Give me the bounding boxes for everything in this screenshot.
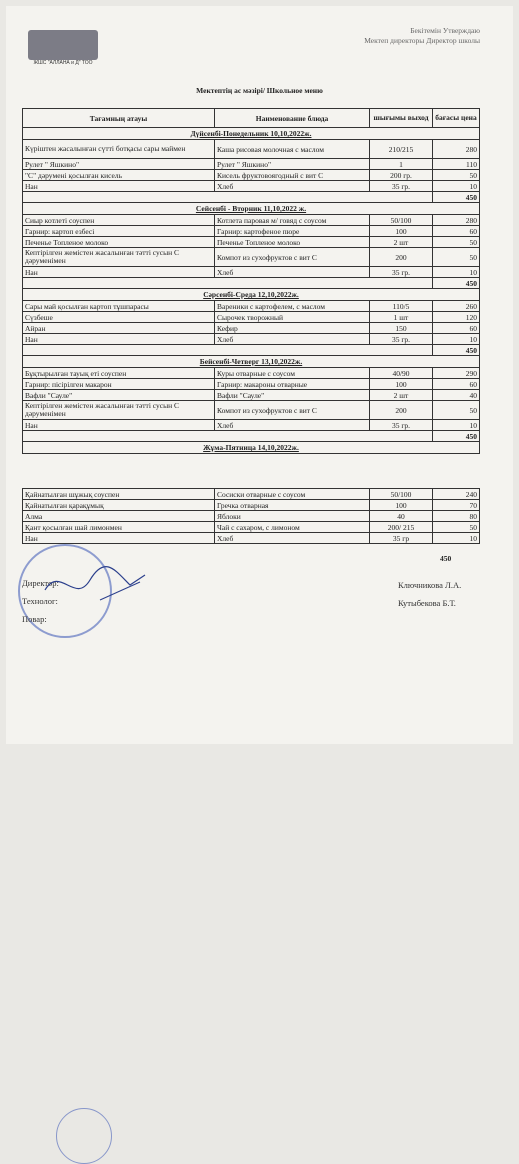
cook-label: Повар:: [22, 614, 47, 624]
table-row: [23, 248, 480, 267]
cell-output: 2 шт: [370, 237, 433, 248]
table-row: [23, 390, 480, 401]
cell-output: 35 гр.: [370, 181, 433, 192]
cell-kz: Сиыр котлеті соуспен: [23, 215, 215, 226]
cell-ru: Хлеб: [215, 334, 370, 345]
technologist-label: Технолог:: [22, 596, 58, 606]
cell-price: 60: [433, 323, 480, 334]
day-label: Сәрсенбі-Среда 12,10,2022ж.: [23, 289, 480, 301]
cell-price: 70: [433, 500, 480, 511]
table-row: [23, 181, 480, 192]
table-row: [23, 533, 480, 544]
cell-price: 50: [433, 170, 480, 181]
cell-price: 10: [433, 334, 480, 345]
day-total: 450: [433, 278, 480, 289]
total-row: [23, 345, 480, 356]
cell-ru: Кисель фруктовоягодный с вит С: [215, 170, 370, 181]
director-label: Директор:: [22, 578, 59, 588]
cell-kz: Кептірілген жемістен жасалынған тәтті сусын С дәруменімен: [23, 248, 215, 267]
cell-output: 200/ 215: [370, 522, 433, 533]
cell-output: 100: [370, 500, 433, 511]
cell-ru: Кефир: [215, 323, 370, 334]
cell-price: 50: [433, 248, 480, 267]
cell-ru: Куры отварные с соусом: [215, 368, 370, 379]
col-header-kz: Тағамның атауы: [23, 109, 215, 128]
table-row: [23, 420, 480, 431]
cell-ru: Каша рисовая молочная с маслом: [215, 140, 370, 159]
cell-kz: Сүзбеше: [23, 312, 215, 323]
cell-price: 240: [433, 489, 480, 500]
cell-ru: Чай с сахаром, с лимоном: [215, 522, 370, 533]
cell-kz: Гарнир: пісірілген макарон: [23, 379, 215, 390]
cell-price: 10: [433, 267, 480, 278]
menu-table-main: [22, 108, 480, 454]
cell-ru: Яблоки: [215, 511, 370, 522]
cell-output: 110/5: [370, 301, 433, 312]
cell-kz: Нан: [23, 334, 215, 345]
cell-kz: Нан: [23, 267, 215, 278]
cell-output: 210/215: [370, 140, 433, 159]
cell-output: 50/100: [370, 215, 433, 226]
day-label: Дүйсенбі-Понедельник 10,10,2022ж.: [23, 128, 480, 140]
company-logo: [28, 30, 98, 88]
cell-price: 60: [433, 379, 480, 390]
table-row: [23, 301, 480, 312]
col-header-output: шығымы выход: [370, 109, 433, 128]
stamp-inner-ring: [56, 1108, 112, 1164]
cell-price: 290: [433, 368, 480, 379]
cell-price: 60: [433, 226, 480, 237]
cell-price: 80: [433, 511, 480, 522]
cell-ru: Компот из сухофруктов с вит С: [215, 401, 370, 420]
table-row: [23, 511, 480, 522]
table-row: [23, 522, 480, 533]
day-label: Бейсенбі-Четверг 13,10,2022ж.: [23, 356, 480, 368]
cell-ru: Рулет " Яшкино": [215, 159, 370, 170]
cell-kz: Печенье Топленое молоко: [23, 237, 215, 248]
col-header-ru: Наименование блюда: [215, 109, 370, 128]
cell-kz: Кептірілген жемістен жасалынған тәтті сусын С дәруменімен: [23, 401, 215, 420]
cell-price: 50: [433, 522, 480, 533]
cell-output: 200: [370, 401, 433, 420]
page-title: Мектептің ас мәзірі/ Школьное меню: [196, 86, 323, 95]
cell-price: 280: [433, 140, 480, 159]
table-row: [23, 237, 480, 248]
table-row: [23, 489, 480, 500]
cell-output: 35 гр.: [370, 267, 433, 278]
table-row: [23, 323, 480, 334]
cell-output: 2 шт: [370, 390, 433, 401]
cell-price: 10: [433, 533, 480, 544]
cell-output: 1 шт: [370, 312, 433, 323]
cell-output: 35 гр.: [370, 420, 433, 431]
cell-ru: Вафли "Сауле": [215, 390, 370, 401]
approve-line-2: Мектеп директоры Директор школы: [364, 36, 480, 45]
cell-kz: Айран: [23, 323, 215, 334]
cell-price: 280: [433, 215, 480, 226]
friday-total: 450: [440, 554, 452, 563]
cell-output: 35 гр: [370, 533, 433, 544]
cell-output: 1: [370, 159, 433, 170]
technologist-name: Кутыбекова Б.Т.: [398, 598, 456, 608]
table-row: [23, 379, 480, 390]
table-row: [23, 170, 480, 181]
cell-ru: Хлеб: [215, 533, 370, 544]
table-row: [23, 226, 480, 237]
table-header-row: [23, 109, 480, 128]
day-total: 450: [433, 192, 480, 203]
total-row: [23, 278, 480, 289]
table-row: [23, 334, 480, 345]
table-row: [23, 267, 480, 278]
cell-ru: Гарнир: макароны отварные: [215, 379, 370, 390]
table-row: [23, 312, 480, 323]
cell-kz: Гарнир: картоп езбесі: [23, 226, 215, 237]
cell-price: 50: [433, 401, 480, 420]
cell-kz: Сары май қосылған картоп тұшпарасы: [23, 301, 215, 312]
cell-kz: Алма: [23, 511, 215, 522]
col-header-price: бағасы цена: [433, 109, 480, 128]
cell-output: 35 гр.: [370, 334, 433, 345]
cell-price: 260: [433, 301, 480, 312]
cell-price: 120: [433, 312, 480, 323]
day-row: [23, 128, 480, 140]
cell-ru: Сырочек творожный: [215, 312, 370, 323]
cell-ru: Сосиски отварные с соусом: [215, 489, 370, 500]
total-row: [23, 192, 480, 203]
cell-kz: Нан: [23, 420, 215, 431]
cell-ru: Котлета паровая м/ говяд с соусом: [215, 215, 370, 226]
day-row: [23, 442, 480, 454]
table-row: [23, 401, 480, 420]
cell-output: 50/100: [370, 489, 433, 500]
day-row: [23, 289, 480, 301]
day-row: [23, 203, 480, 215]
cell-kz: Нан: [23, 533, 215, 544]
cell-kz: Рулет " Яшкино": [23, 159, 215, 170]
cell-kz: Қант қосылған шай лимонмен: [23, 522, 215, 533]
cell-kz: Қайнатылған шұжық соуспен: [23, 489, 215, 500]
cell-ru: Хлеб: [215, 267, 370, 278]
cell-output: 100: [370, 379, 433, 390]
day-total: 450: [433, 431, 480, 442]
cell-kz: Күріштен жасалынған сүтті ботқасы сары маймен: [23, 140, 215, 159]
table-row: [23, 500, 480, 511]
cell-price: 110: [433, 159, 480, 170]
cell-output: 200: [370, 248, 433, 267]
cell-output: 40: [370, 511, 433, 522]
cell-ru: Печенье Топленое молоко: [215, 237, 370, 248]
approval-block: [330, 26, 480, 46]
director-name: Ключникова Л.А.: [398, 580, 462, 590]
cell-price: 40: [433, 390, 480, 401]
cell-kz: "С" дәрумені қосылған кисель: [23, 170, 215, 181]
cell-ru: Гречка отварная: [215, 500, 370, 511]
cell-price: 10: [433, 181, 480, 192]
cell-output: 200 гр.: [370, 170, 433, 181]
day-label: Жұма-Пятница 14,10,2022ж.: [23, 442, 480, 454]
cell-kz: Нан: [23, 181, 215, 192]
cell-ru: Гарнир: картофеное пюре: [215, 226, 370, 237]
total-row: [23, 431, 480, 442]
table-row: [23, 215, 480, 226]
signature-scribble: [40, 560, 150, 610]
approve-line-1: Бекітемін Утверждаю: [410, 26, 480, 35]
table-row: [23, 140, 480, 159]
cell-ru: Компот из сухофруктов с вит С: [215, 248, 370, 267]
cell-output: 100: [370, 226, 433, 237]
logo-text: ЖШС "АЛЛАНА и Д" ТОО: [33, 60, 93, 66]
cell-kz: Қайнатылған қарақұмық: [23, 500, 215, 511]
cell-output: 40/90: [370, 368, 433, 379]
day-row: [23, 356, 480, 368]
cell-kz: Бұқтырылған тауық еті соуспен: [23, 368, 215, 379]
cell-price: 10: [433, 420, 480, 431]
table-row: [23, 368, 480, 379]
cell-ru: Вареники с картофелем, с маслом: [215, 301, 370, 312]
cell-ru: Хлеб: [215, 420, 370, 431]
table-row: [23, 159, 480, 170]
day-label: Сейсенбі - Вторник 11,10,2022 ж.: [23, 203, 480, 215]
cell-price: 50: [433, 237, 480, 248]
menu-table-friday: [22, 488, 480, 544]
cell-ru: Хлеб: [215, 181, 370, 192]
cell-kz: Вафли "Сауле": [23, 390, 215, 401]
day-total: 450: [433, 345, 480, 356]
logo-image: [28, 30, 98, 60]
cell-output: 150: [370, 323, 433, 334]
